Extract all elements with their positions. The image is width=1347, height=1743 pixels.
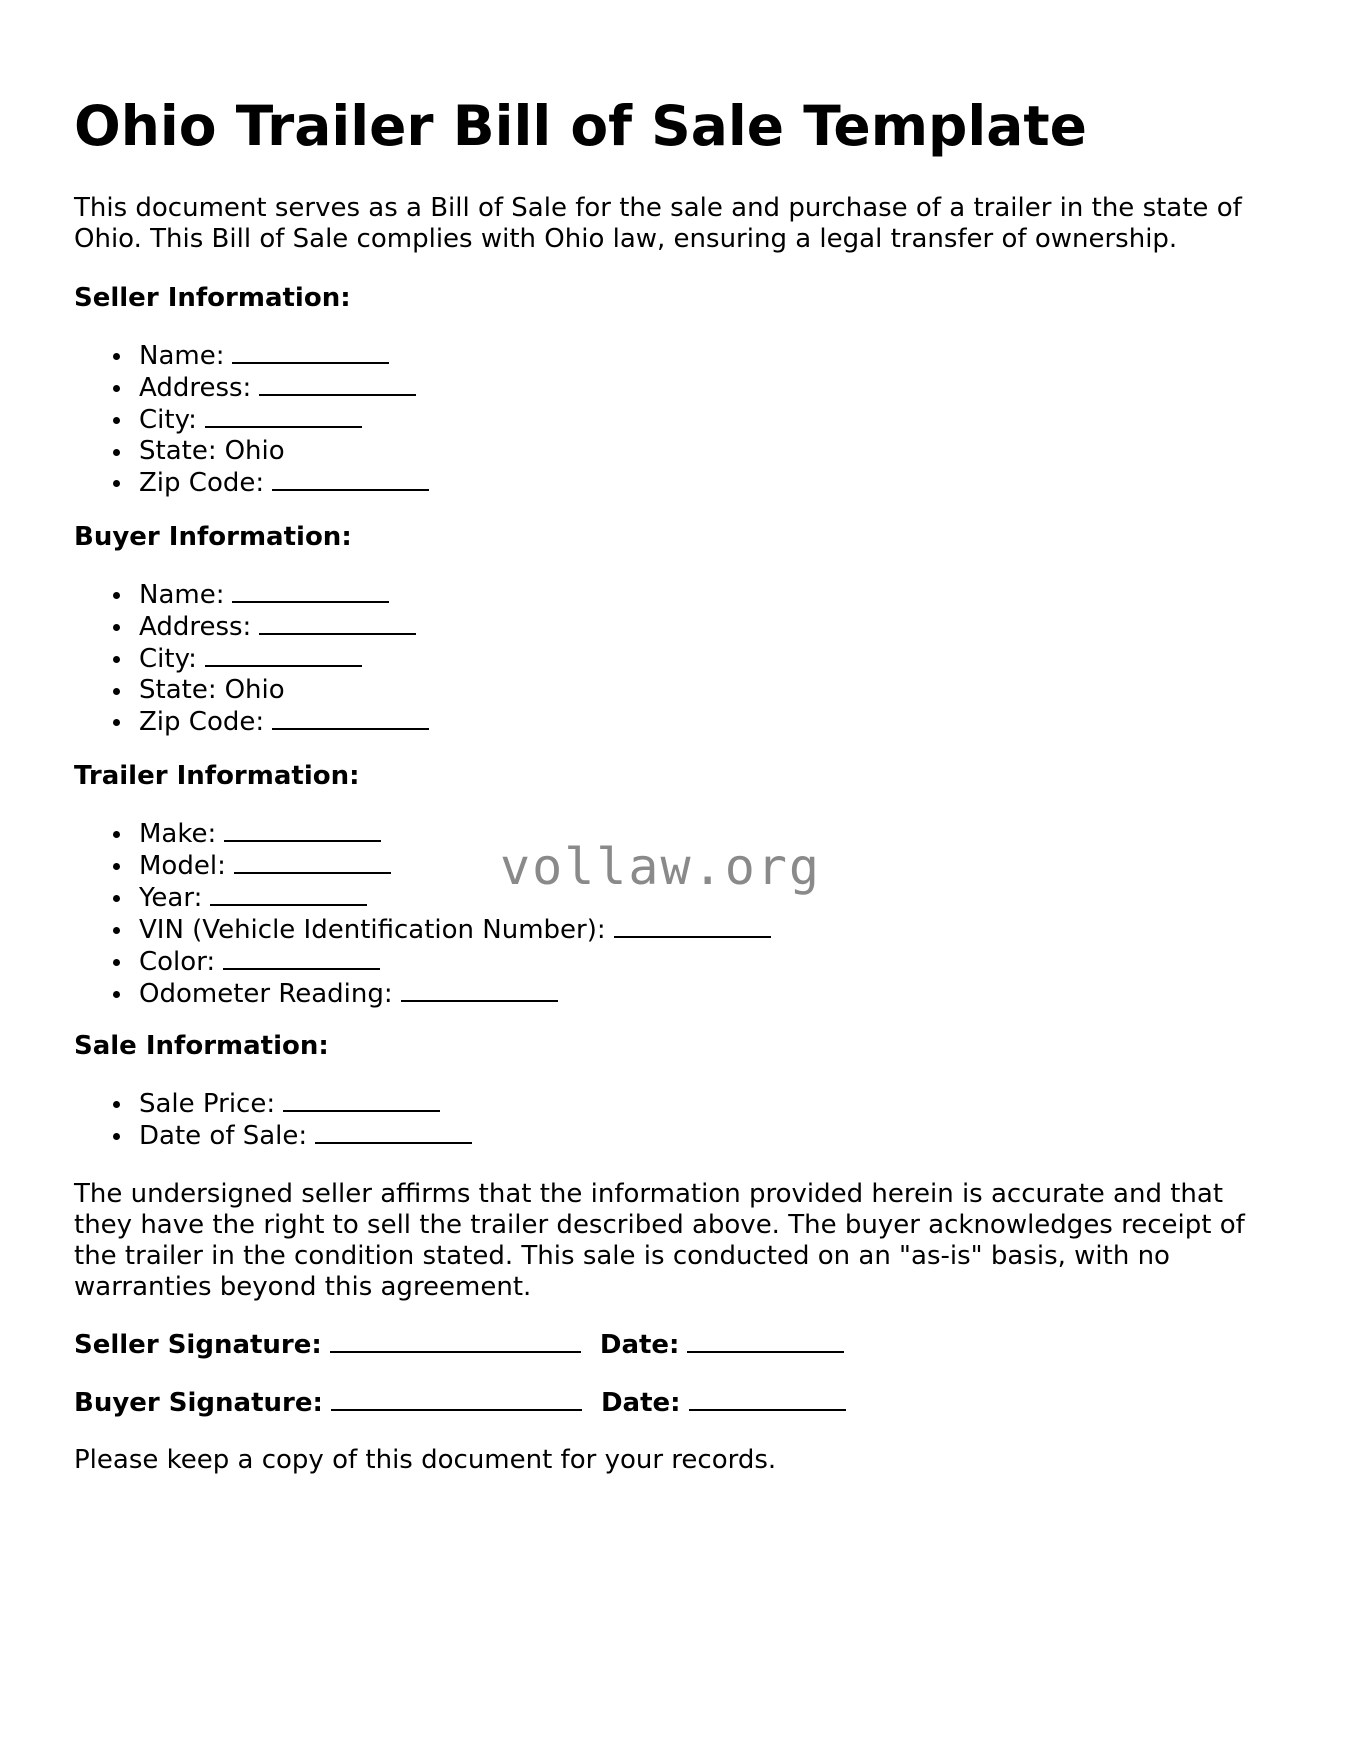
footer-note: Please keep a copy of this document for your records. bbox=[74, 1445, 777, 1475]
seller-signature-label: Seller Signature: bbox=[74, 1330, 322, 1360]
buyer-state-value: Ohio bbox=[224, 675, 285, 705]
trailer-heading: Trailer Information: bbox=[74, 761, 360, 791]
buyer-list bbox=[74, 579, 429, 738]
closing-paragraph: The undersigned seller affirms that the information provided herein is accurate and that they have the right to sell the trailer described above. The buyer acknowledges receipt of the trailer in the condition stated. This sale is conducted on an "as-is" basis, with no warranties beyond this agreement. bbox=[74, 1179, 1245, 1302]
trailer-model-blank bbox=[234, 850, 391, 874]
document-title: Ohio Trailer Bill of Sale Template bbox=[74, 94, 1087, 158]
seller-city-label: City: bbox=[139, 405, 197, 435]
buyer-name-label: Name: bbox=[139, 580, 225, 610]
seller-name-blank bbox=[232, 340, 389, 364]
trailer-year-blank bbox=[210, 882, 367, 906]
sale-list bbox=[74, 1088, 472, 1152]
list-item bbox=[74, 436, 429, 467]
buyer-signature-label: Buyer Signature: bbox=[74, 1388, 323, 1418]
list-item bbox=[74, 675, 429, 706]
buyer-address-label: Address: bbox=[139, 612, 252, 642]
seller-signature-line bbox=[74, 1329, 844, 1361]
seller-state-label: State: bbox=[139, 436, 217, 466]
buyer-state-label: State: bbox=[139, 675, 217, 705]
seller-address-label: Address: bbox=[139, 373, 252, 403]
buyer-heading: Buyer Information: bbox=[74, 522, 352, 552]
list-item bbox=[74, 579, 429, 611]
trailer-model-label: Model: bbox=[139, 851, 226, 881]
list-item bbox=[74, 914, 771, 946]
buyer-city-label: City: bbox=[139, 644, 197, 674]
buyer-signature-line bbox=[74, 1387, 846, 1419]
buyer-date-blank bbox=[689, 1387, 846, 1411]
list-item bbox=[74, 611, 429, 643]
buyer-city-blank bbox=[205, 643, 362, 667]
trailer-vin-blank bbox=[614, 914, 771, 938]
seller-city-blank bbox=[205, 404, 362, 428]
list-item bbox=[74, 643, 429, 675]
seller-date-blank bbox=[687, 1329, 844, 1353]
seller-heading: Seller Information: bbox=[74, 283, 351, 313]
list-item bbox=[74, 372, 429, 404]
seller-zip-label: Zip Code: bbox=[139, 468, 265, 498]
sale-price-label: Sale Price: bbox=[139, 1089, 276, 1119]
list-item bbox=[74, 946, 771, 978]
list-item bbox=[74, 404, 429, 436]
buyer-signature-blank bbox=[331, 1387, 582, 1411]
seller-address-blank bbox=[259, 372, 416, 396]
trailer-color-blank bbox=[223, 946, 380, 970]
list-item bbox=[74, 706, 429, 738]
buyer-zip-blank bbox=[272, 706, 429, 730]
buyer-name-blank bbox=[232, 579, 389, 603]
sale-date-label: Date of Sale: bbox=[139, 1121, 308, 1151]
buyer-zip-label: Zip Code: bbox=[139, 707, 265, 737]
trailer-vin-label: VIN (Vehicle Identification Number): bbox=[139, 915, 606, 945]
buyer-address-blank bbox=[259, 611, 416, 635]
intro-paragraph: This document serves as a Bill of Sale for the sale and purchase of a trailer in the state of Ohio. This Bill of Sale complies with Ohio law, ensuring a legal transfer of ownership. bbox=[74, 193, 1242, 254]
seller-zip-blank bbox=[272, 467, 429, 491]
list-item bbox=[74, 1088, 472, 1120]
trailer-make-label: Make: bbox=[139, 819, 217, 849]
seller-list bbox=[74, 340, 429, 499]
list-item bbox=[74, 340, 429, 372]
seller-name-label: Name: bbox=[139, 341, 225, 371]
buyer-date-label: Date: bbox=[600, 1388, 681, 1418]
trailer-odometer-blank bbox=[401, 978, 558, 1002]
list-item bbox=[74, 467, 429, 499]
seller-signature-blank bbox=[330, 1329, 581, 1353]
list-item bbox=[74, 1120, 472, 1152]
trailer-color-label: Color: bbox=[139, 947, 216, 977]
seller-state-value: Ohio bbox=[224, 436, 285, 466]
trailer-make-blank bbox=[224, 818, 381, 842]
seller-date-label: Date: bbox=[599, 1330, 680, 1360]
watermark: vollaw.org bbox=[500, 838, 822, 896]
sale-date-blank bbox=[315, 1120, 472, 1144]
list-item bbox=[74, 978, 771, 1010]
sale-price-blank bbox=[283, 1088, 440, 1112]
trailer-odometer-label: Odometer Reading: bbox=[139, 979, 393, 1009]
trailer-year-label: Year: bbox=[139, 883, 203, 913]
sale-heading: Sale Information: bbox=[74, 1031, 329, 1061]
